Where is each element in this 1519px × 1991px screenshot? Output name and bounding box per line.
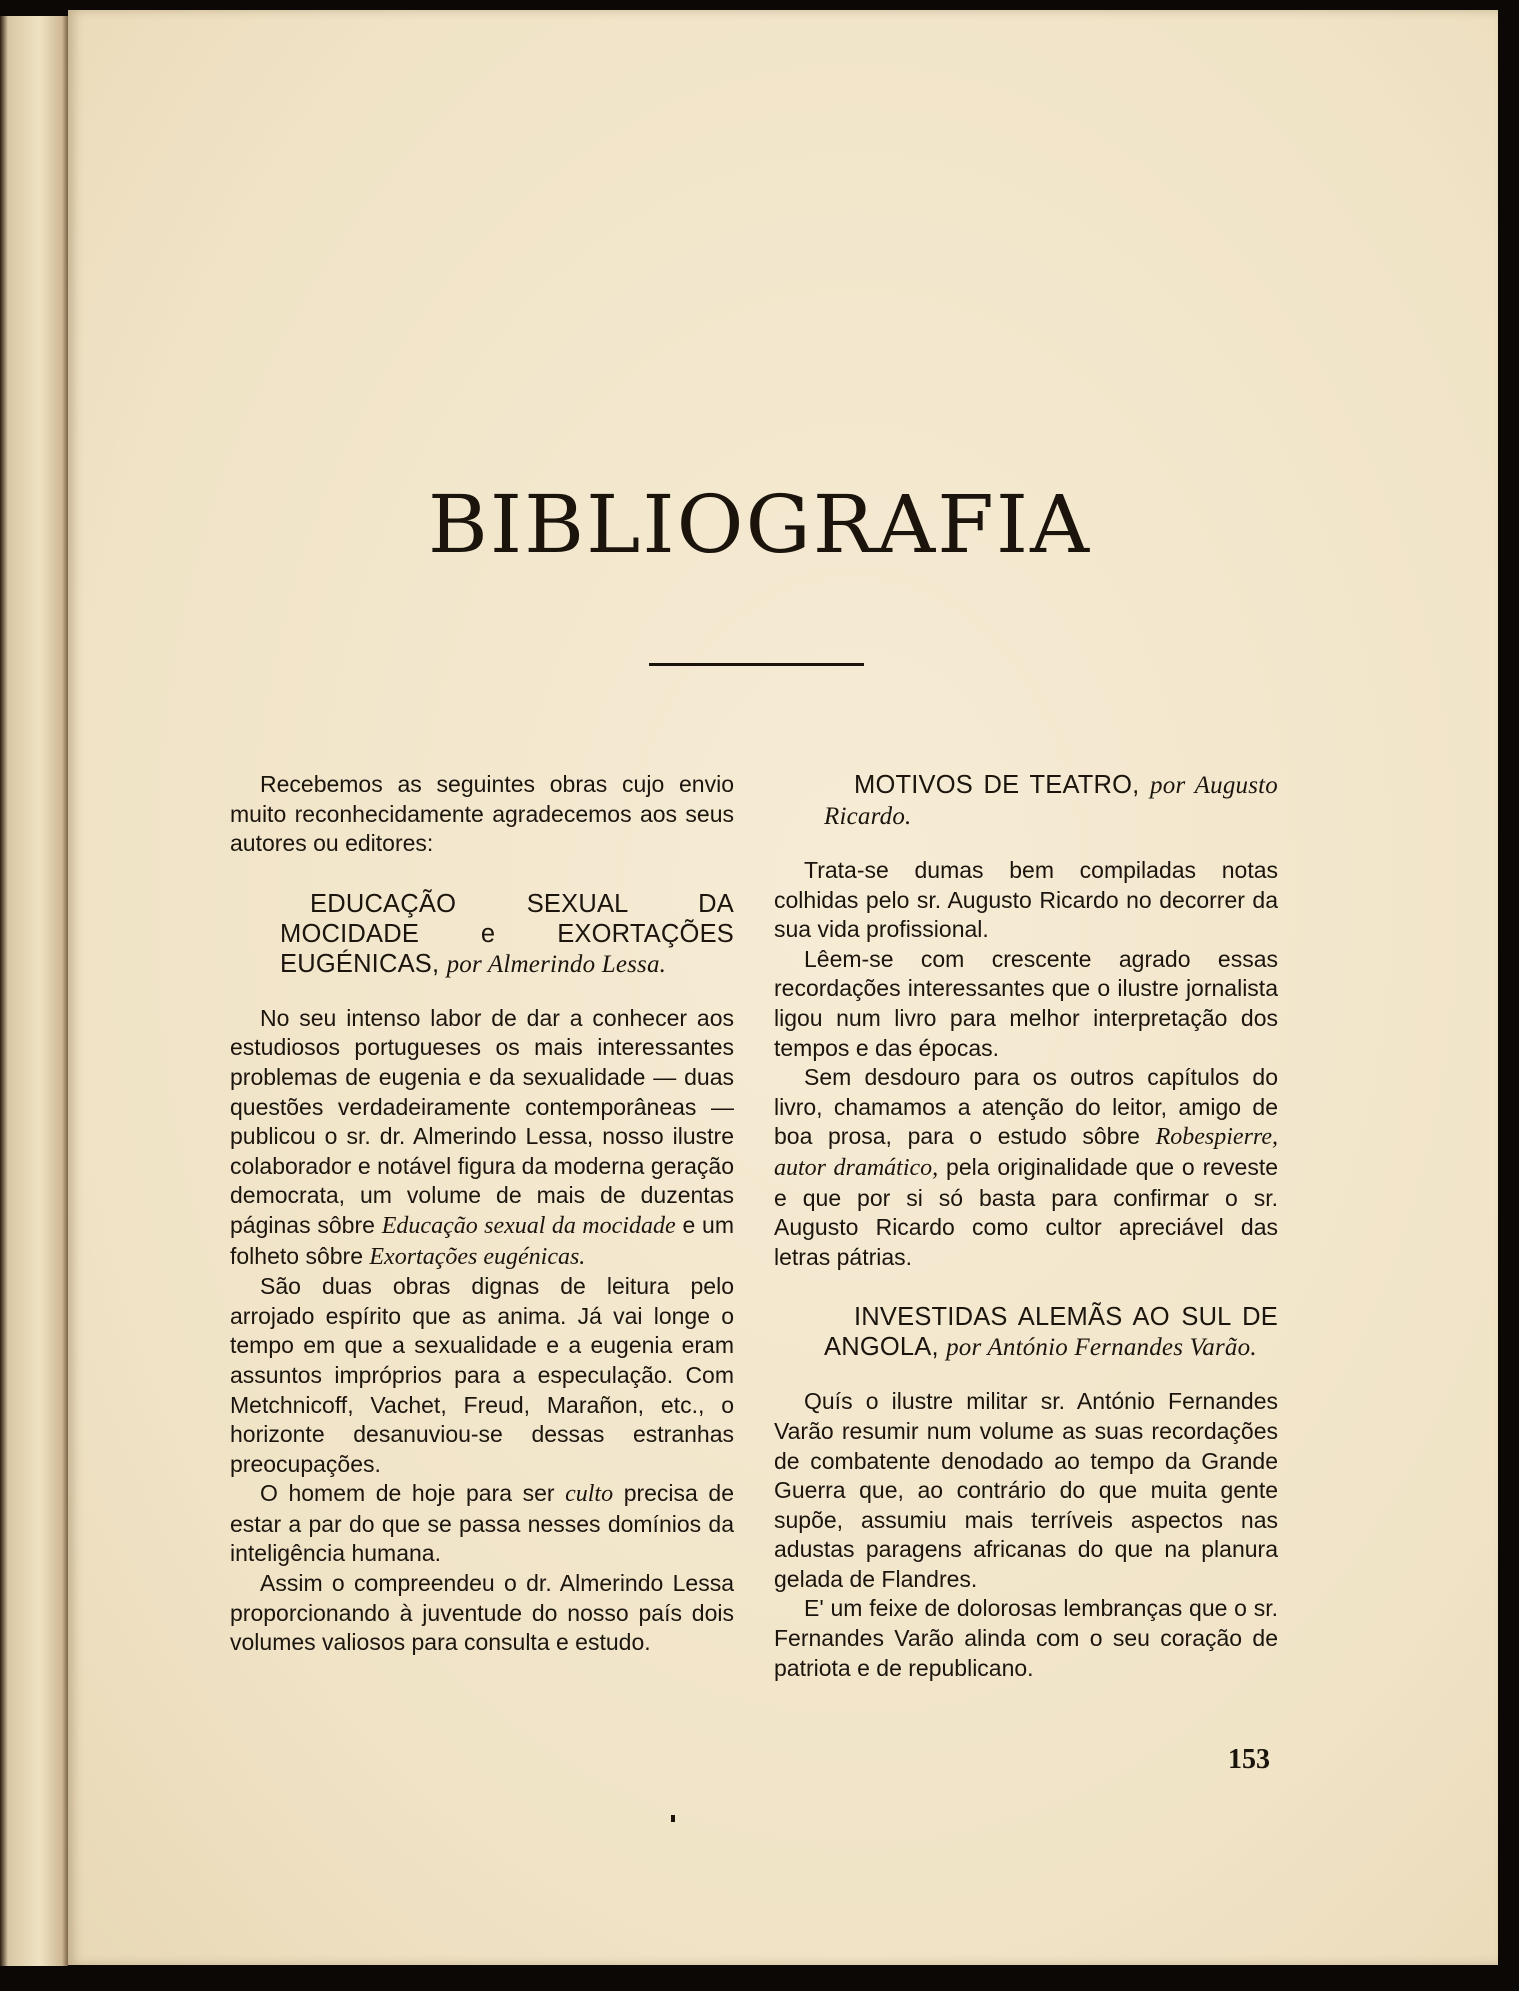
book-author: por António Fernandes Varão. — [946, 1334, 1257, 1362]
italic-title: Educação sexual da mocidade — [381, 1212, 676, 1239]
title-rule — [649, 663, 864, 666]
book-heading-investidas — [774, 1302, 1278, 1363]
print-mark — [671, 1815, 675, 1822]
italic-title: Robespierre, autor dramático, — [774, 1124, 1279, 1181]
book-heading-educacao — [230, 889, 734, 980]
book-heading-motivos — [774, 770, 1278, 832]
review-paragraph: Trata-se dumas bem compiladas notas colhidas pelo sr. Augusto Ricardo no decorrer da sua vida profissional. — [774, 857, 1278, 943]
review-paragraph: São duas obras dignas de leitura pelo arrojado espírito que as anima. Já vai longe o tempo em que a sexualidade e a eugenia eram assuntos impróprios para a especulação. Com Metchnicoff, Vachet, Freud, Marañon, etc., o horizonte desanuviou-se dessas estranhas preocupações. — [230, 1273, 734, 1477]
review-paragraph: Sem desdouro para os outros capítulos do livro, chamamos a atenção do leitor, amigo de boa prosa, para o estudo sôbre Robespierre, autor dramático, pela originalidade que o reveste e que por si só basta para confirmar o sr. Augusto Ricardo como cultor apreciável das letras pátrias. — [774, 1064, 1279, 1270]
right-column — [774, 770, 1278, 1683]
page-title: BIBLIOGRAFIA — [427, 478, 1092, 571]
book-title: MOTIVOS DE TEATRO, — [854, 771, 1140, 799]
review-paragraph: Quís o ilustre militar sr. António Fernandes Varão resumir num volume as suas recordações de combatente denodado ao tempo da Grande Guerra que, ao contrário do que muita gente supõe, assumiu mais terríveis aspectos nas adustas paragens africanas do que na planura gelada de Flandres. — [774, 1388, 1278, 1592]
italic-title: Exortações eugénicas. — [369, 1243, 586, 1270]
review-paragraph: E' um feixe de dolorosas lembranças que o sr. Fernandes Varão alinda com o seu coração de patriota e de republicano. — [774, 1595, 1278, 1681]
book-title: EDUCAÇÃO SEXUAL DA MOCIDADE e EXORTAÇÕES EUGÉNICAS, — [280, 889, 734, 978]
review-paragraph: Lêem-se com crescente agrado essas recordações interessantes que o ilustre jornalista ligou num livro para melhor interpretação dos tempos e das épocas. — [774, 945, 1278, 1061]
left-column — [230, 770, 734, 1658]
intro-paragraph: Recebemos as seguintes obras cujo envio muito reconhecidamente agradecemos aos seus autores ou editores: — [230, 771, 734, 857]
book-title: INVESTIDAS ALEMÃS AO SUL DE ANGOLA, — [824, 1303, 1278, 1362]
book-author: por Almerindo Lessa. — [446, 950, 667, 978]
review-paragraph: No seu intenso labor de dar a conhecer aos estudiosos portugueses os mais interessantes problemas de eugenia e da sexualidade — duas questões verdadeiramente contemporâneas — publicou o sr. dr. Almerindo Lessa, nosso ilustre colaborador e notável figura da moderna geração democrata, um volume de mais de duzentas páginas sôbre Educação sexual da mocidade e um folheto sôbre Exortações eugénicas. — [230, 1004, 735, 1270]
italic-word: culto — [565, 1481, 614, 1508]
review-paragraph: O homem de hoje para ser culto precisa de estar a par do que se passa nesses domínios da inteligência humana. — [230, 1480, 734, 1567]
book-author: por Augusto Ricardo. — [824, 772, 1278, 830]
book-gutter — [0, 16, 68, 1966]
page-number: 153 — [1228, 1744, 1270, 1775]
review-paragraph: Assim o compreendeu o dr. Almerindo Lessa proporcionando à juventude do nosso país dois volumes valiosos para consulta e estudo. — [230, 1570, 734, 1656]
